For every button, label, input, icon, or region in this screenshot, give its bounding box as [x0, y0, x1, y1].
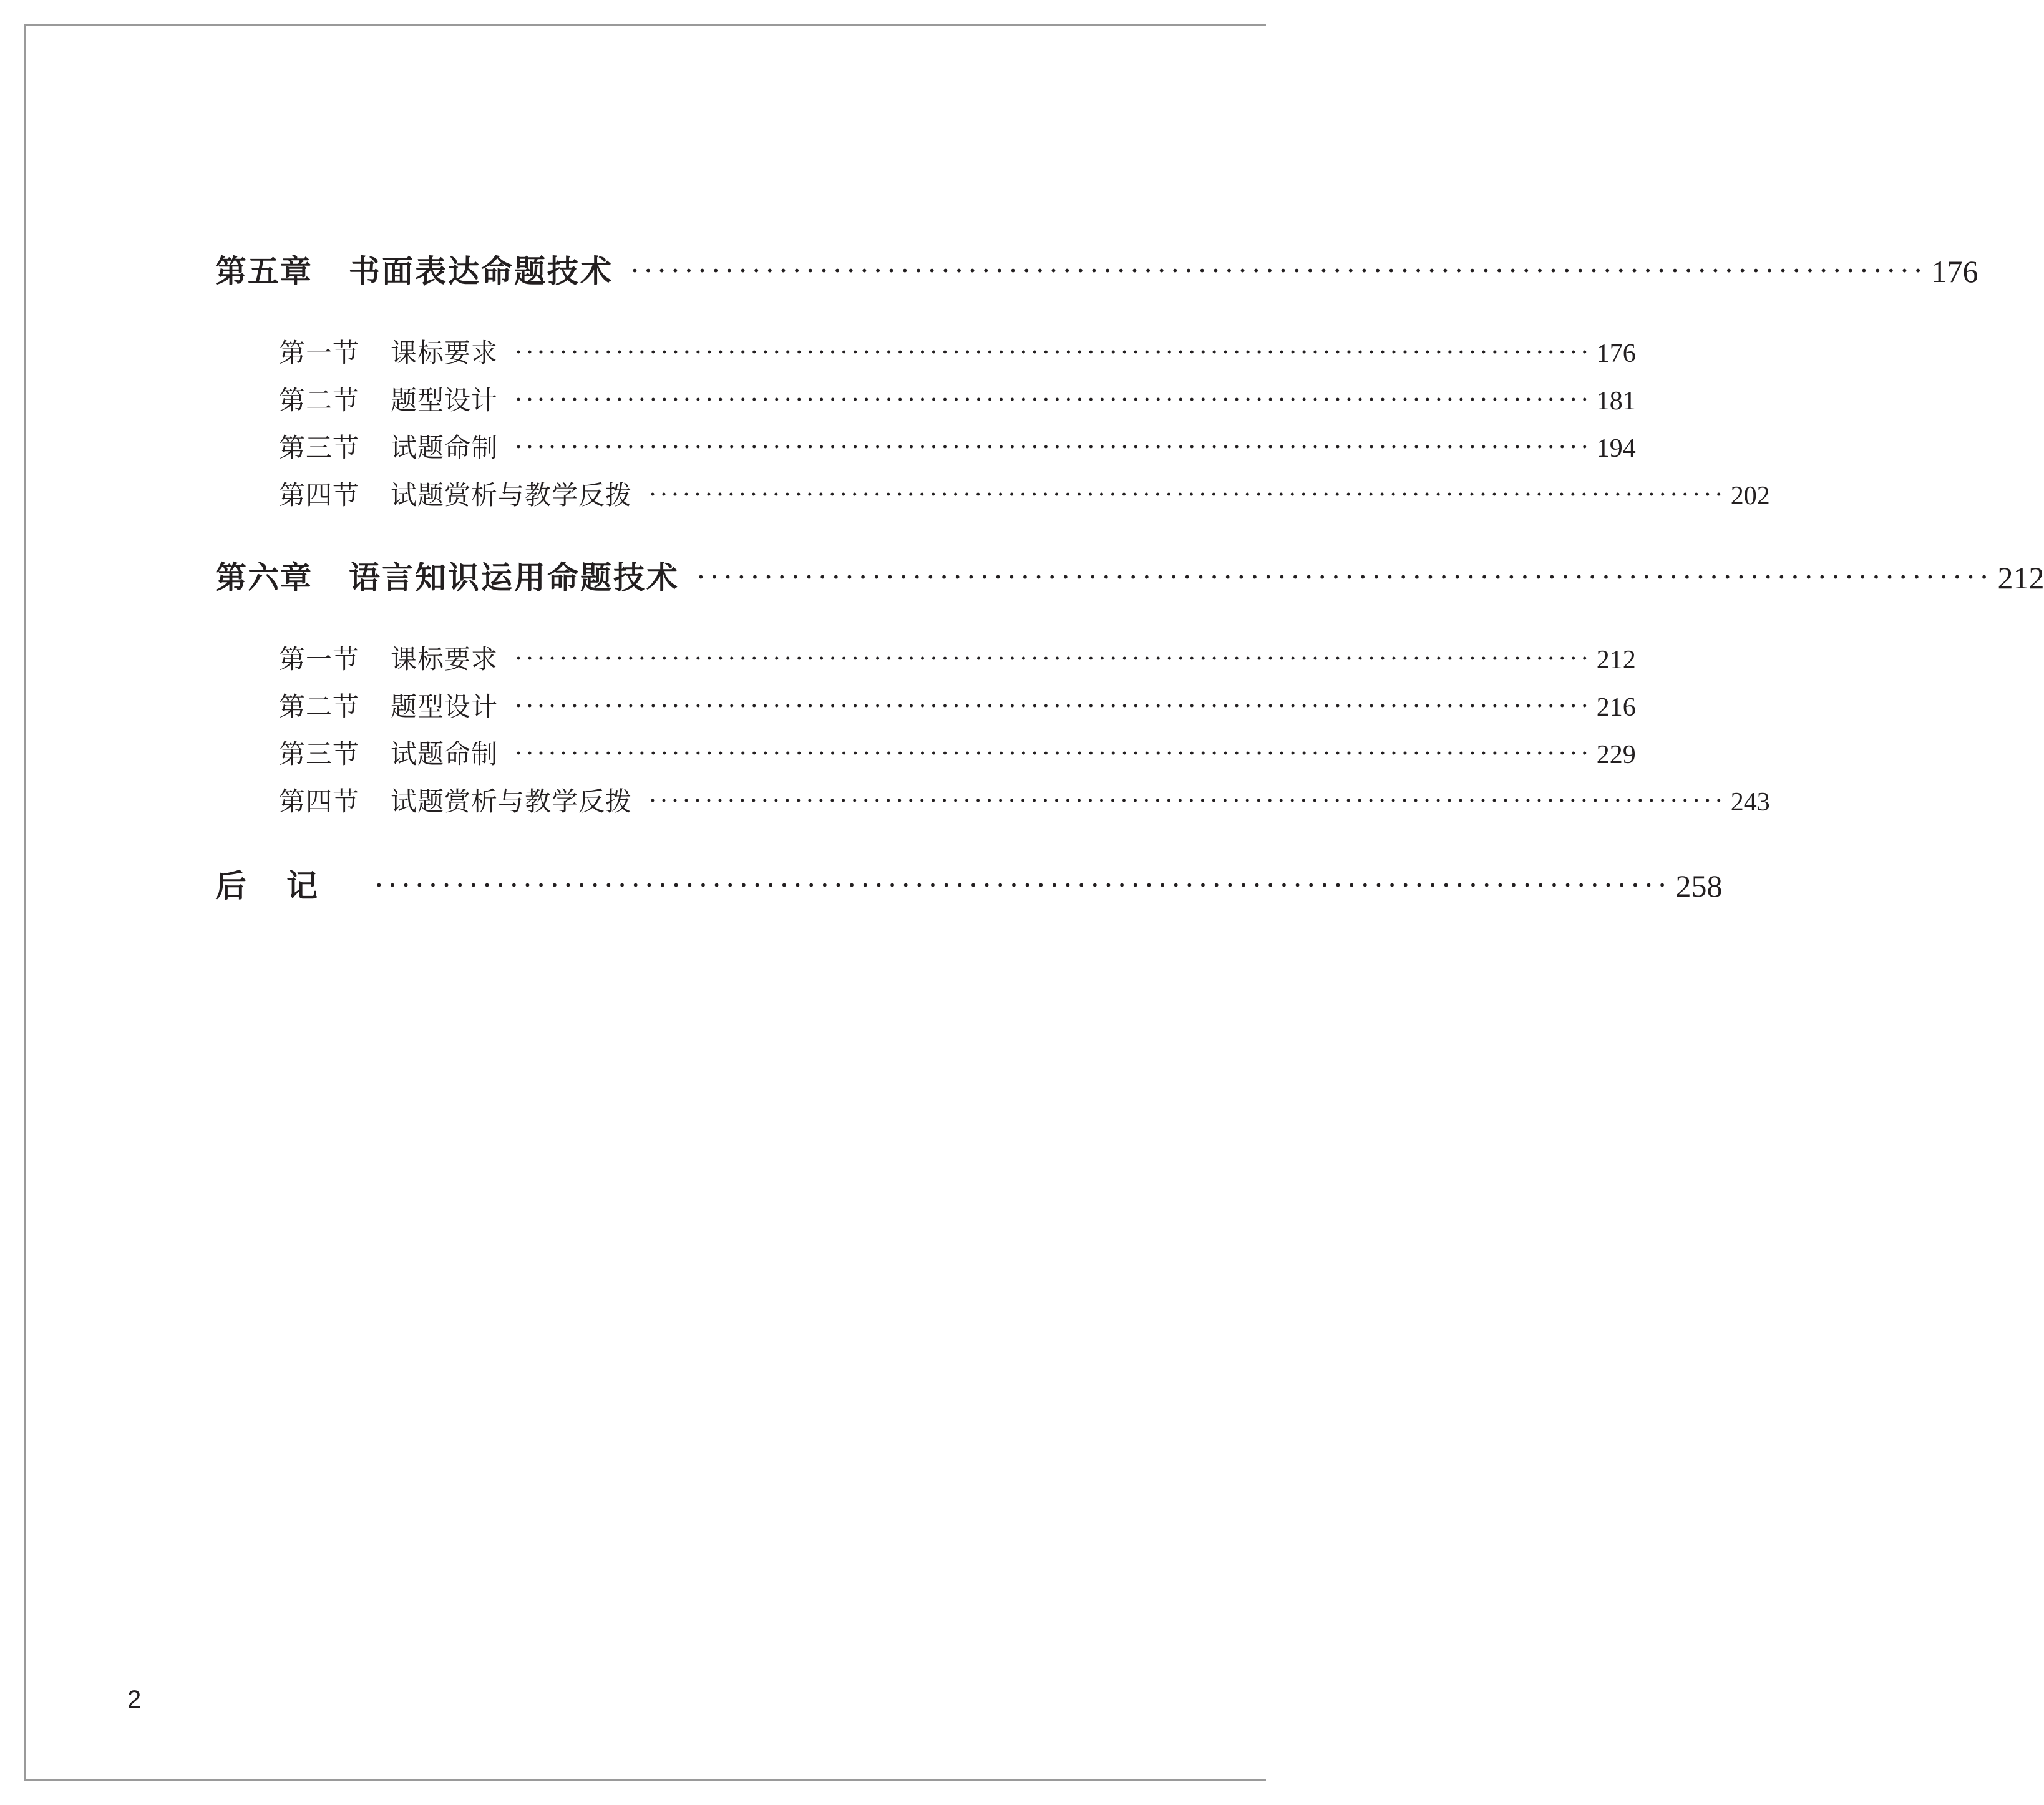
section-title: 课标要求 [391, 338, 499, 368]
chapter-label: 第五章 [215, 253, 313, 289]
dot-leader: ································································································ [648, 480, 1726, 509]
section-title: 试题命制 [391, 739, 499, 769]
section-label: 第四节 [279, 786, 360, 817]
section-title: 试题命制 [391, 432, 499, 463]
chapter-label: 第六章 [215, 560, 313, 596]
section-label: 第二节 [279, 385, 360, 416]
dot-leader: ································································································ [514, 338, 1592, 367]
page-number: 202 [1730, 482, 1770, 510]
section-label: 第四节 [279, 480, 360, 510]
section-title: 题型设计 [391, 691, 499, 722]
page-number: 243 [1730, 788, 1770, 817]
page-number: 212 [1997, 560, 2044, 595]
page-number: 194 [1596, 434, 1636, 463]
section-title: 课标要求 [391, 644, 499, 674]
section-label: 第三节 [279, 432, 360, 463]
toc-chapter-6[interactable] [215, 558, 2044, 596]
dot-leader: ································································································ [514, 691, 1592, 721]
toc-section[interactable] [279, 738, 1636, 771]
toc-section[interactable] [279, 479, 1770, 512]
dot-leader: ································································································ [514, 385, 1592, 414]
dot-leader: ································································································ [514, 644, 1592, 673]
page-number: 181 [1596, 387, 1636, 416]
dot-leader: ································································································ [648, 786, 1726, 815]
section-label: 第三节 [279, 739, 360, 769]
dot-leader: ································································································ [374, 867, 1671, 902]
dot-leader: ································································································ [514, 739, 1592, 768]
chapter-title: 书面表达命题技术 [349, 253, 613, 289]
section-title: 试题赏析与教学反拨 [391, 786, 633, 817]
section-title: 试题赏析与教学反拨 [391, 480, 633, 510]
section-label: 第一节 [279, 644, 360, 674]
toc-section[interactable] [279, 432, 1636, 465]
toc-section[interactable] [279, 786, 1770, 819]
chapter-title: 语言知识运用命题技术 [349, 560, 679, 596]
section-title: 题型设计 [391, 385, 499, 416]
toc-section[interactable] [279, 384, 1636, 417]
toc-section[interactable] [279, 337, 1636, 370]
toc-section[interactable] [279, 643, 1636, 676]
page-number: 216 [1596, 693, 1636, 722]
toc-chapter-5[interactable] [215, 252, 1978, 290]
afterword-label: 后记 [215, 868, 358, 904]
section-label: 第二节 [279, 691, 360, 722]
folio-page-number: 2 [127, 1686, 142, 1713]
section-label: 第一节 [279, 338, 360, 368]
dot-leader: ································································································ [696, 558, 1993, 594]
page-number: 176 [1596, 339, 1636, 368]
dot-leader: ································································································ [630, 252, 1927, 288]
page-number: 212 [1596, 646, 1636, 674]
page-number: 229 [1596, 741, 1636, 769]
page-number: 258 [1675, 868, 1723, 903]
dot-leader: ································································································ [514, 432, 1592, 462]
toc-section[interactable] [279, 691, 1636, 724]
page-number: 176 [1931, 254, 1978, 289]
toc-afterword[interactable] [215, 867, 1723, 905]
